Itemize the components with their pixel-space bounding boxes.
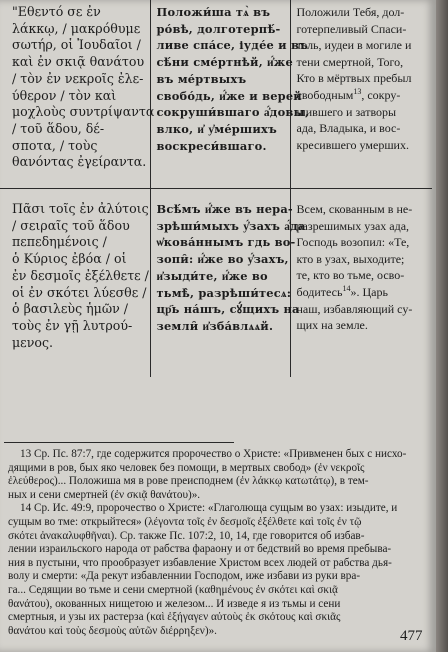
slavonic-line: влко, и҆ у҆ме́ршихъ [156,121,277,136]
footnote-ref[interactable]: 14 [342,283,351,293]
russian-line: ада, Владыка, и вос- [296,121,401,136]
greek-line: ύθερον / τὸν καὶ [12,87,117,103]
russian-text: бодитесь [296,284,343,299]
slavonic-line: воскреси́вшаго. [156,138,267,153]
russian-line: кресившего умерших. [296,137,409,152]
russian-line: Кто в мёртвых пребыл [296,71,412,86]
russian-column [290,189,432,378]
greek-line: σωτήρ, οἱ Ἰουδαῖοι / [12,37,141,53]
footnote-line: ἐλεύθερος)... Положиша мя в рове преисподнем (ἐν λάκκῳ κατωτάτῳ), в тем- [8,475,369,488]
book-page-edge [436,0,448,652]
russian-line [297,87,427,104]
footnote-line: ния в пустыни, что прообразует избавление Христом всех людей от рабства дья- [8,556,392,569]
russian-column [290,0,432,189]
slavonic-line: Всѣ́мъ и҆́же въ нера- [156,202,293,216]
russian-line: шившего и затворы [296,104,397,119]
footnote-line: волу и смерти: «Да рекут избавленнии Господом, иже избави из руки вра- [8,570,361,583]
greek-line: θανόντας ἐγείραντα. [12,154,147,170]
russian-line: те, кто во тьме, осво- [296,268,405,283]
russian-line: Всем, скованным в не- [296,202,413,216]
footnote-line: θανάτου καὶ τοὺς δεσμοὺς αὐτῶν διέρρηξεν)». [8,624,217,637]
footnote-line: лении израильского народа от рабства фараону и от бедствий во время пребыва- [8,543,392,556]
russian-line: Господь возопил: «Те, [296,235,410,250]
russian-text: ». Царь [350,284,388,299]
footnote-line: сущым во тме: открыйтеся» (λέγοντα τοῖς ἐν δεσμοῖς ἐξέλθετε καὶ τοῖς ἐν τῷ [8,515,362,528]
greek-line: οἱ ἐν σκότει λύεσθε / [12,284,147,300]
greek-line: ὁ Κύριος ἐβόα / οἱ [12,251,127,267]
russian-text: , сокру- [361,87,401,102]
slavonic-line: въ ме́ртвыхъ [156,71,247,86]
greek-line: καὶ ἐν σκιᾷ θανάτου [12,54,145,70]
russian-line: наш, избавляющий су- [296,301,413,316]
greek-line: σποτα, / τοὺς [12,137,98,153]
footnote-line: 13 Ср. Пс. 87:7, где содержится пророчество о Христе: «Привменен бых с нисхо- [20,448,407,460]
slavonic-line: ро́вѣ, долготерпѣ́- [156,21,281,36]
greek-line: / τὸν ἐν νεκροῖς ἐλε- [12,70,144,86]
slavonic-line: зопи̑: и҆́же во у҆́захъ, [156,252,289,267]
greek-line: "Εθεντό σε ἐν [12,4,101,19]
russian-line: тель, иудеи в могиле и [296,38,412,53]
greek-line: Πᾶσι τοῖς ἐν ἀλύτοις [12,201,149,216]
russian-line: разрешимых узах ада, [296,218,410,233]
slavonic-column [150,189,306,378]
slavonic-line: Положи́ша тѧ̀ въ [156,5,271,19]
slavonic-line: земли̑ и҆зба́влѧѧй. [156,318,274,333]
greek-line: μοχλοὺς συντρίψαντα [12,104,155,120]
footnote-line: смертныя, и узы их растерза (καὶ ἐξήγαγεν αὐτοὺς ἐκ σκότους καὶ σκιᾶς [8,611,341,624]
russian-line: готерпеливый Спаси- [296,21,407,36]
greek-line: / σειραῖς τοῦ ἅδου [12,217,130,233]
russian-line: Положили Тебя, дол- [296,5,405,19]
footnote-line: 14 Ср. Ис. 49:9, пророчество о Христе: «Глаголюща сущым во узах: изыдите, и [20,502,398,515]
russian-line: щих на земле. [296,318,368,333]
footnote-line: га... Седящии во тьме и сени смертной (καθημένους ἐν σκότει καὶ σκιᾷ [8,583,338,596]
greek-line: ὁ βασιλεὺς ἡμῶν / τοὺς ἐν γῇ λυτρού- [12,301,133,333]
slavonic-line: ѡ҆кова́ннымъ гдь во- [156,235,296,250]
table-row [0,189,432,378]
slavonic-line: сокруши́вшаго а҆́довы, [156,105,310,120]
greek-line: μενος. [12,334,54,350]
slavonic-line: тьмѣ̀, разрѣши́тесѧ: [156,285,292,300]
footnote-line: дящими в ров, бых яко человек без помощи, в мертвых свобод» (ἐν νεκροῖς [8,461,365,474]
russian-line: тени смертной, Того, [296,54,404,69]
greek-line: / τοῦ ἅδου, δέ- [12,120,105,136]
russian-line [297,284,427,301]
table-row [0,0,432,189]
greek-column [0,189,150,378]
footnote-divider [4,442,234,443]
page-number: 477 [400,628,423,644]
slavonic-line: цр҃ь на́шъ, сꙋ́щихъ на [156,302,300,317]
slavonic-line: ливе спа́се, іуде́е и въ [156,38,309,53]
slavonic-line: сѣ́ни сме́ртнѣй, и҆́же [156,55,293,70]
greek-line: ἐν δεσμοῖς ἐξέλθετε / [12,267,149,283]
footnote-line: σκότει ἀνακαλυφθῆναι). Ср. также Пс. 107:2, 10, 14, где говорится об избав- [8,529,365,542]
footnote-ref[interactable]: 13 [353,86,362,96]
slavonic-line: и҆зыди́те, и҆́же во [156,268,268,283]
footnote-line: θανάτου), окованных нищетою и железом... И изведе я из тьмы и сени [8,597,341,610]
slavonic-column [150,0,310,189]
footnote-line: ных и сени смертней (ἐν σκιᾷ θανάτου)». [8,488,201,501]
russian-text: свободным [296,87,354,102]
greek-line: πεπεδημένοις / [12,234,107,250]
greek-column [0,0,155,189]
slavonic-line: зрѣши́мыхъ у҆́захъ а҆́да [156,218,306,233]
slavonic-line: свобо́дь, и҆́же и верей [156,88,302,103]
footnotes [8,448,428,638]
russian-line: кто в узах, выходите; [296,251,405,266]
greek-line: λάκκῳ, / μακρόθυμε [12,20,141,36]
